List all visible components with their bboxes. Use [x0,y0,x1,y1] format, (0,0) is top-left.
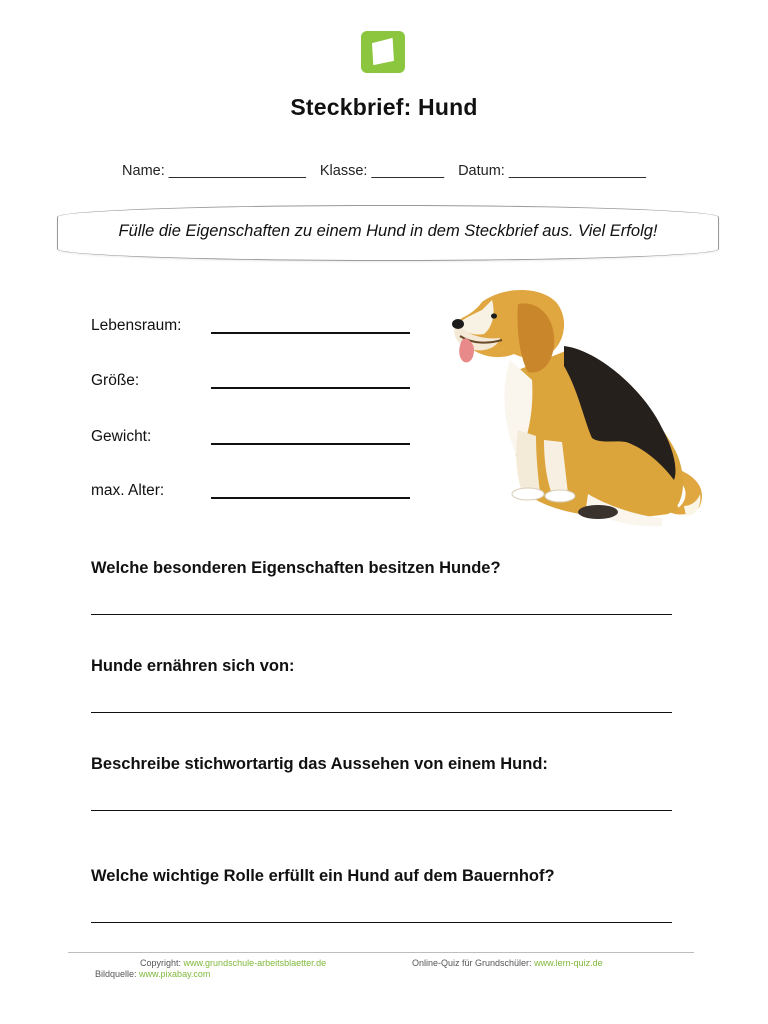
footer-copyright [140,958,326,968]
answer-line-eigenschaften[interactable] [91,614,672,615]
field-line-max-alter[interactable] [211,497,410,499]
field-label-groesse: Größe: [91,372,140,389]
question-ernaehrung: Hunde ernähren sich von: [91,657,295,675]
question-aussehen: Beschreibe stichwortartig das Aussehen von einem Hund: [91,755,548,773]
field-line-gewicht[interactable] [211,443,410,445]
logo-paper-sheet-icon [361,31,405,73]
answer-line-aussehen[interactable] [91,810,672,811]
field-line-groesse[interactable] [211,387,410,389]
class-blank[interactable]: _________ [371,163,445,179]
class-label: Klasse: [319,163,368,179]
answer-line-bauernhof[interactable] [91,922,672,923]
copyright-link[interactable]: www.grundschule-arbeitsblaetter.de [183,958,327,968]
page-title: Steckbrief: Hund [290,94,478,120]
instruction-text: Fülle die Eigenschaften zu einem Hund in dem Steckbrief aus. Viel Erfolg! [118,222,658,240]
field-label-gewicht: Gewicht: [91,428,152,445]
date-label: Datum: [458,163,505,179]
answer-line-ernaehrung[interactable] [91,712,672,713]
source-link[interactable]: www.pixabay.com [139,969,211,979]
name-blank[interactable]: _________________ [168,163,306,179]
beagle-dog-illustration [448,280,708,537]
question-eigenschaften: Welche besonderen Eigenschaften besitzen Hunde? [91,559,501,577]
field-line-lebensraum[interactable] [211,332,410,334]
field-label-max-alter: max. Alter: [91,482,165,499]
footer-image-source [95,969,210,979]
field-label-lebensraum: Lebensraum: [91,317,182,334]
date-blank[interactable]: _________________ [508,163,646,179]
copyright-label: Copyright: [140,958,182,968]
quiz-label: Online-Quiz für Grundschüler: [412,958,532,968]
footer-quiz [412,958,603,968]
source-label: Bildquelle: [95,969,137,979]
name-label: Name: [122,163,165,179]
question-bauernhof: Welche wichtige Rolle erfüllt ein Hund auf dem Bauernhof? [91,867,555,885]
footer-divider [68,952,694,953]
quiz-link[interactable]: www.lern-quiz.de [534,958,603,968]
student-info-row [0,163,768,179]
